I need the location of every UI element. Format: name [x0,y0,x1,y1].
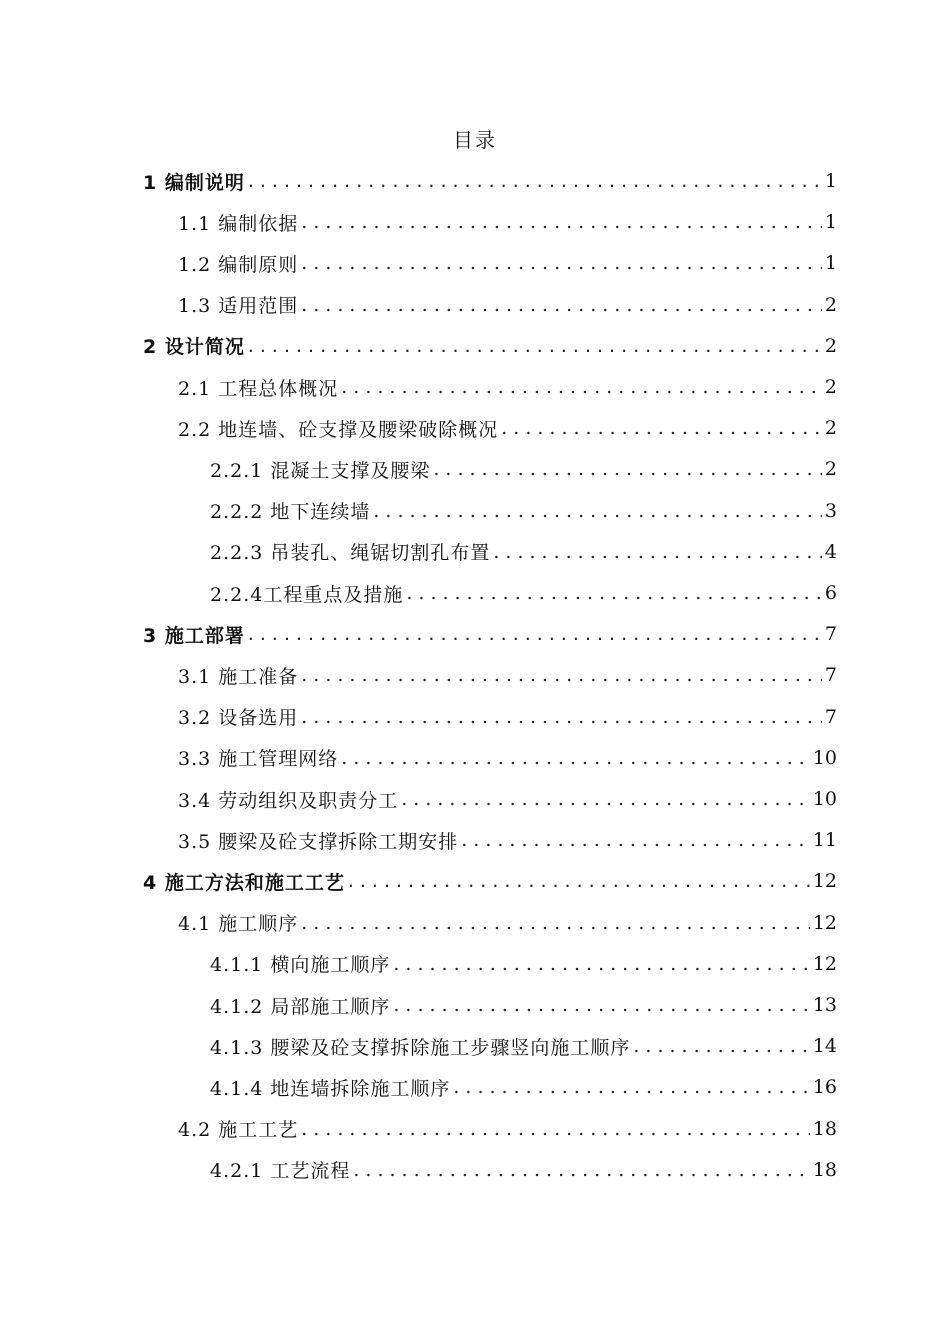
toc-dot-leader [353,1159,809,1181]
toc-entry[interactable] [178,822,837,858]
toc-entry-page-number: 11 [812,829,837,852]
toc-entry[interactable] [143,328,837,364]
toc-entry[interactable] [178,410,837,446]
toc-entry-page-number: 2 [824,334,837,357]
toc-dot-leader [401,788,810,810]
toc-title: 目录 [453,128,497,152]
toc-entry-label: 4.1.2 局部施工顺序 [210,995,391,1018]
toc-entry-label: 2.2.4工程重点及措施 [210,583,404,606]
toc-entry-label: 1 编制说明 [143,171,245,194]
toc-dot-leader [248,335,822,357]
toc-entry[interactable] [210,493,837,529]
toc-dot-leader [493,541,822,563]
toc-dot-leader [348,870,810,892]
toc-dot-leader [248,623,822,645]
toc-entry-page-number: 2 [824,376,837,398]
toc-entry-page-number: 2 [824,458,837,481]
toc-dot-leader [373,500,822,522]
toc-entry-page-number: 1 [824,170,837,192]
toc-entry-label: 2.1 工程总体概况 [178,377,339,400]
toc-entry-page-number: 2 [824,417,837,440]
toc-entry-label: 3.2 设备选用 [178,707,299,730]
toc-entry[interactable] [178,781,837,817]
toc-entry-label: 1.2 编制原则 [178,253,299,276]
toc-entry-label: 4.2 施工工艺 [178,1119,299,1142]
toc-entry-label: 4.1.4 地连墙拆除施工顺序 [210,1077,451,1100]
toc-entry[interactable] [143,616,837,652]
toc-entry[interactable] [178,905,837,941]
toc-entry-page-number: 7 [824,705,837,728]
toc-entry-label: 1.1 编制依据 [178,212,299,235]
toc-entry-page-number: 13 [812,994,837,1016]
toc-entry[interactable] [178,287,837,323]
toc-dot-leader [461,829,810,851]
toc-entry[interactable] [178,204,837,240]
toc-dot-leader [633,1035,809,1057]
toc-entry[interactable] [210,575,837,611]
toc-entry[interactable] [210,987,837,1023]
toc-entry-page-number: 1 [824,211,837,234]
toc-entry-page-number: 18 [812,1158,837,1181]
toc-entry-page-number: 1 [824,252,837,275]
toc-entry[interactable] [210,1069,837,1105]
toc-entry-label: 4.2.1 工艺流程 [210,1160,351,1183]
toc-entry[interactable] [178,740,837,776]
toc-dot-leader [341,376,822,398]
toc-entry-page-number: 12 [812,911,837,934]
toc-dot-leader [341,747,810,769]
toc-entry-label: 2.2.3 吊装孔、绳锯切割孔布置 [210,542,491,565]
toc-entry-page-number: 7 [824,664,837,687]
toc-entry[interactable] [210,1028,837,1064]
toc-dot-leader [248,170,822,192]
toc-entry-page-number: 6 [824,582,837,604]
toc-entry[interactable] [210,1152,837,1188]
toc-entry[interactable] [210,946,837,982]
toc-entry[interactable] [210,451,837,487]
toc-entry-page-number: 16 [812,1076,837,1099]
toc-dot-leader [301,664,822,686]
toc-entry-page-number: 10 [812,746,837,769]
toc-entry-label: 2 设计简况 [143,336,245,359]
toc-entry[interactable] [210,534,837,570]
toc-entry[interactable] [178,657,837,693]
toc-entry[interactable] [178,699,837,735]
toc-entry-label: 4 施工方法和施工工艺 [143,871,345,894]
toc-entry-label: 4.1.3 腰梁及砼支撑拆除施工步骤竖向施工顺序 [210,1036,631,1059]
toc-dot-leader [501,417,822,439]
toc-dot-leader [301,706,822,728]
toc-dot-leader [406,582,822,604]
toc-entry-label: 3.3 施工管理网络 [178,748,339,771]
toc-entry-label: 3 施工部署 [143,624,245,647]
toc-entry-label: 4.1 施工顺序 [178,913,299,936]
toc-entry-label: 1.3 适用范围 [178,295,299,318]
toc-entry-label: 4.1.1 横向施工顺序 [210,954,391,977]
toc-entry-label: 2.2.2 地下连续墙 [210,501,371,524]
toc-entry-page-number: 7 [824,623,837,646]
toc-entry-page-number: 12 [812,952,837,975]
toc-entry[interactable] [143,163,837,199]
toc-entry-page-number: 4 [824,540,837,563]
toc-entry-page-number: 12 [812,870,837,893]
toc-entry-label: 3.5 腰梁及砼支撑拆除工期安排 [178,830,459,853]
toc-entry-page-number: 18 [812,1117,837,1140]
toc-dot-leader [393,953,809,975]
toc-entry-label: 2.2 地连墙、砼支撑及腰梁破除概况 [178,418,499,441]
toc-dot-leader [393,994,809,1016]
toc-entry[interactable] [178,245,837,281]
toc-entry[interactable] [178,1111,837,1147]
toc-dot-leader [301,1118,810,1140]
toc-entry-label: 3.4 劳动组织及职责分工 [178,789,399,812]
toc-dot-leader [301,294,822,316]
toc-entry-page-number: 10 [812,788,837,810]
toc-entry-page-number: 3 [824,499,837,522]
toc-entry-label: 3.1 施工准备 [178,665,299,688]
toc-entry[interactable] [178,369,837,405]
toc-dot-leader [433,458,822,480]
toc-entry-page-number: 2 [824,293,837,316]
toc-entry-label: 2.2.1 混凝土支撑及腰梁 [210,459,431,482]
toc-entry-page-number: 14 [812,1035,837,1058]
toc-dot-leader [453,1076,809,1098]
toc-dot-leader [301,252,822,274]
toc-dot-leader [301,912,810,934]
toc-entry[interactable] [143,863,837,899]
toc-dot-leader [301,211,822,233]
